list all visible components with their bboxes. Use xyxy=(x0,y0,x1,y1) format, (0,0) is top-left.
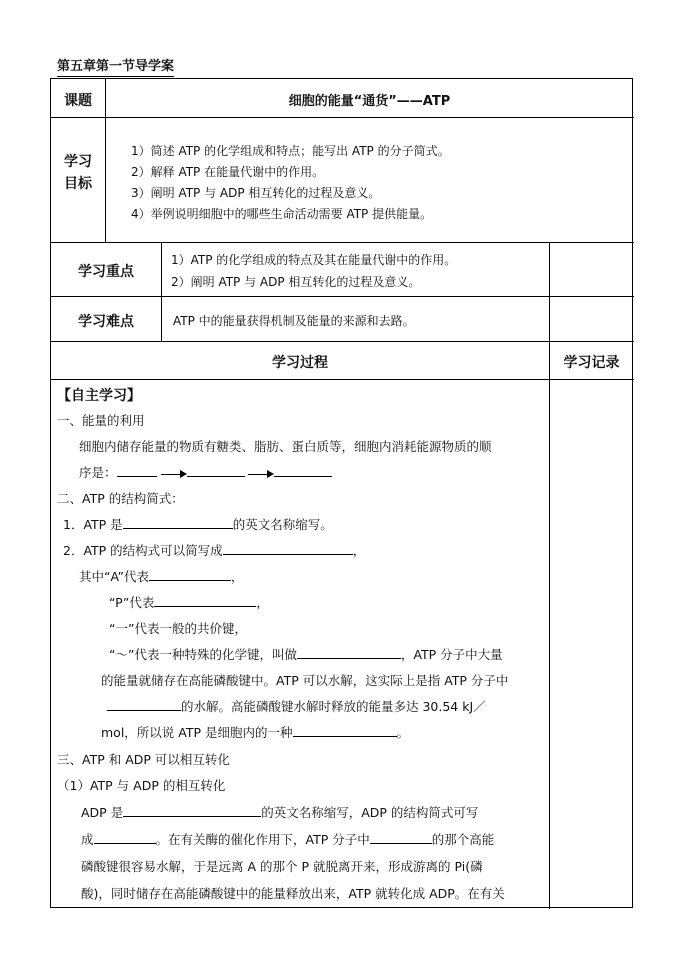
answer-blank[interactable] xyxy=(274,464,332,477)
question-text: 。在有关酶的催化作用下，ATP 分子中 xyxy=(155,832,370,847)
question-text: 1．ATP 是 xyxy=(63,517,123,532)
goals-label-line2: 目标 xyxy=(64,176,92,192)
section-2-title: 二、ATP 的结构简式： xyxy=(57,491,184,506)
section-1-title: 一、能量的利用 xyxy=(57,413,145,428)
goals-label-line1: 学习 xyxy=(64,154,92,170)
section-1-sequence xyxy=(79,463,332,481)
document-title: 第五章第一节导学案 xyxy=(57,58,174,77)
answer-blank[interactable] xyxy=(297,646,401,659)
answer-blank[interactable] xyxy=(187,464,245,477)
question-text: “～”代表一种特殊的化学键，叫做 xyxy=(109,647,297,662)
answer-blank[interactable] xyxy=(223,542,353,555)
answer-blank[interactable] xyxy=(293,724,397,737)
question-text: 。 xyxy=(396,725,410,740)
question-text: ADP 是 xyxy=(81,805,124,820)
difficult-points-value: ATP 中的能量获得机制及能量的来源和去路。 xyxy=(173,314,415,328)
question-text: 的水解。高能磷酸键水解时释放的能量多达 30.54 kJ／ xyxy=(181,699,486,714)
difficult-points-label: 学习难点 xyxy=(78,314,134,330)
key-points-label: 学习重点 xyxy=(78,264,134,280)
section-3-line-2 xyxy=(81,830,494,848)
question-7: 的能量就储存在高能磷酸键中。ATP 可以水解，这实际上是指 ATP 分子中 xyxy=(101,673,509,688)
question-1 xyxy=(63,515,333,533)
question-text: 2．ATP 的结构式可以简写成 xyxy=(63,543,223,558)
answer-blank[interactable] xyxy=(123,804,261,817)
question-text: ，ATP 分子中大量 xyxy=(400,647,503,662)
self-study-heading: 【自主学习】 xyxy=(57,388,141,404)
section-3-line-3: 磷酸键很容易水解，于是远离 A 的那个 P 就脱离开来，形成游离的 Pi(磷 xyxy=(81,859,483,874)
question-text: ， xyxy=(352,543,366,558)
answer-blank[interactable] xyxy=(117,464,157,477)
section-1-text: 细胞内储存能量的物质有糖类、脂肪、蛋白质等，细胞内消耗能源物质的顺 xyxy=(79,439,492,454)
question-5: “一”代表一般的共价键， xyxy=(109,621,247,636)
goal-item: 4）举例说明细胞中的哪些生命活动需要 ATP 提供能量。 xyxy=(131,207,433,221)
question-text: 的英文名称缩写。 xyxy=(232,517,333,532)
section-3-line-1 xyxy=(81,803,478,821)
sequence-prefix: 序是： xyxy=(79,465,117,480)
question-9 xyxy=(101,723,409,741)
record-header: 学习记录 xyxy=(563,355,620,371)
question-text: mol，所以说 ATP 是细胞内的一种 xyxy=(101,725,293,740)
topic-value: 细胞的能量“通货”——ATP xyxy=(288,94,451,109)
goal-item: 2）解释 ATP 在能量代谢中的作用。 xyxy=(131,165,325,179)
question-text: 成 xyxy=(81,832,94,847)
question-8 xyxy=(107,697,486,715)
key-point-item: 2）阐明 ATP 与 ADP 相互转化的过程及意义。 xyxy=(171,275,421,289)
arrow-right-icon xyxy=(161,468,187,480)
answer-blank[interactable] xyxy=(94,831,156,844)
answer-blank[interactable] xyxy=(107,698,181,711)
worksheet-table xyxy=(50,78,633,908)
question-3 xyxy=(79,567,243,585)
question-2 xyxy=(63,541,365,559)
section-3-title: 三、ATP 和 ADP 可以相互转化 xyxy=(57,752,230,767)
section-3-subtitle: （1）ATP 与 ADP 的相互转化 xyxy=(57,778,226,793)
goal-item: 3）阐明 ATP 与 ADP 相互转化的过程及意义。 xyxy=(131,186,381,200)
topic-label: 课题 xyxy=(64,93,92,109)
arrow-right-icon xyxy=(248,468,274,480)
question-text: “P”代表 xyxy=(109,595,155,610)
question-text: ， xyxy=(230,569,244,584)
goal-item: 1）简述 ATP 的化学组成和特点；能写出 ATP 的分子简式。 xyxy=(131,144,450,158)
question-6 xyxy=(109,645,503,663)
question-text: 的那个高能 xyxy=(431,832,495,847)
key-point-item: 1）ATP 的化学组成的特点及其在能量代谢中的作用。 xyxy=(171,253,457,267)
record-column[interactable] xyxy=(550,380,633,908)
answer-blank[interactable] xyxy=(123,516,233,529)
answer-blank[interactable] xyxy=(154,594,256,607)
question-text: 的英文名称缩写，ADP 的结构简式可写 xyxy=(261,805,479,820)
question-4 xyxy=(109,593,269,611)
process-header: 学习过程 xyxy=(272,355,328,371)
question-text: ， xyxy=(256,595,269,610)
answer-blank[interactable] xyxy=(370,831,432,844)
question-text: 其中“A”代表 xyxy=(79,569,149,584)
answer-blank[interactable] xyxy=(149,568,231,581)
section-3-line-4: 酸)，同时储存在高能磷酸键中的能量释放出来，ATP 就转化成 ADP。在有关 xyxy=(81,886,505,901)
